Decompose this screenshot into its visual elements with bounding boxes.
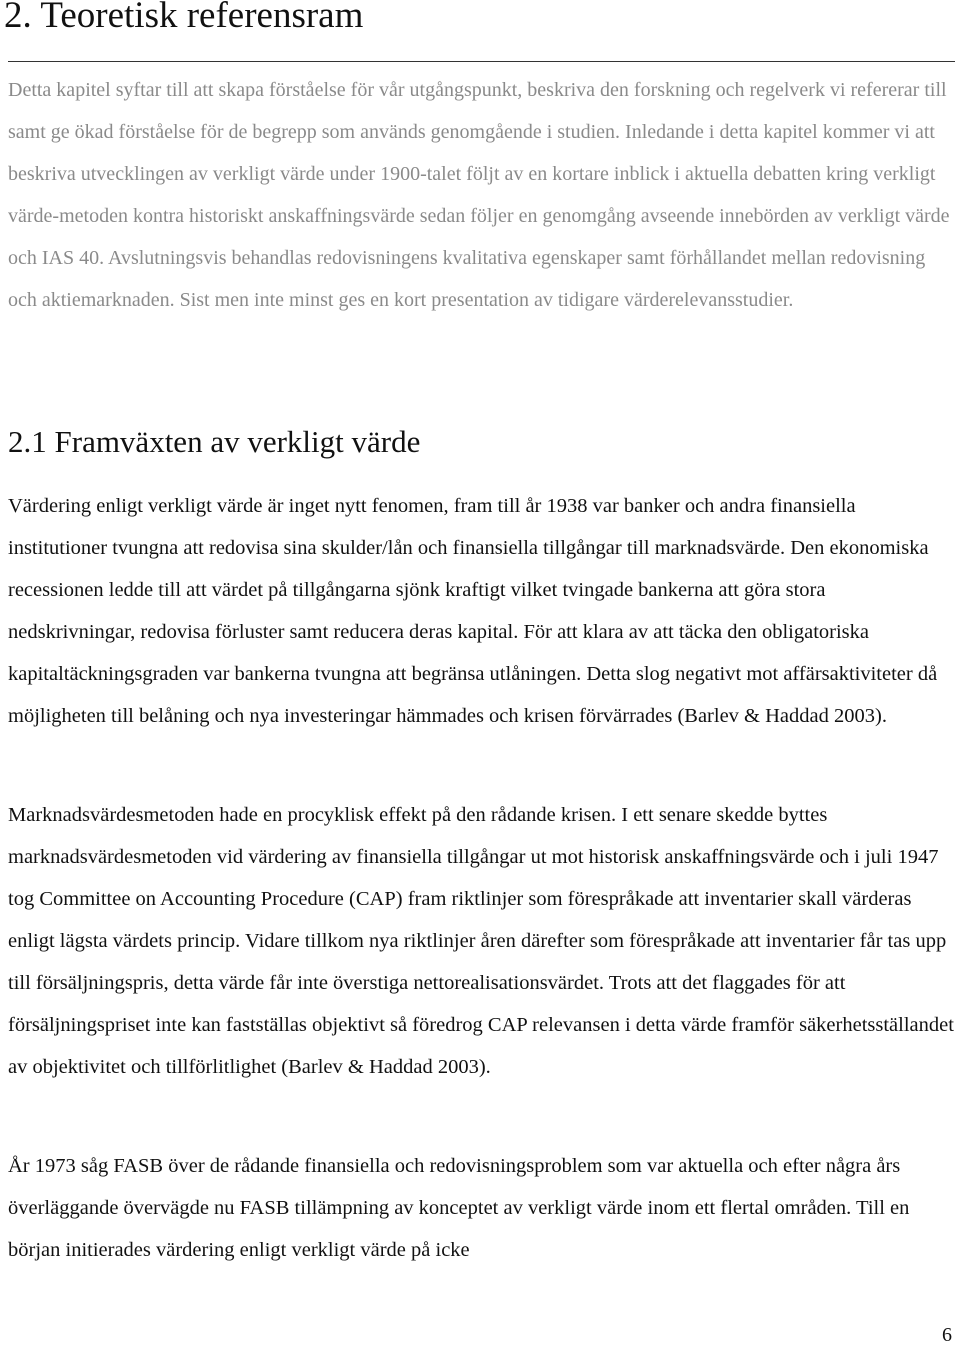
body-paragraph-3: År 1973 såg FASB över de rådande finansiella och redovisningsproblem som var aktuella och efter några års överläggande övervägde nu FASB tillämpning av konceptet av verkligt värde inom ett flertal områden. Till en början initierades värdering enligt verkligt värde på icke xyxy=(8,1155,910,1261)
chapter-title: 2. Teoretisk referensram xyxy=(4,0,364,36)
section-title: 2.1 Framväxten av verkligt värde xyxy=(8,424,421,459)
body-paragraph-1: Värdering enligt verkligt värde är inget nytt fenomen, fram till år 1938 var banker och andra finansiella institutioner tvungna att redovisa sina skulder/lån och finansiella tillgångar till marknadsvärde. Den ekonomiska recessionen ledde till att värdet på tillgångarna sjönk kraftigt vilket tvingade bankerna att göra stora nedskrivningar, redovisa förluster samt reducera deras kapital. För att klara av att täcka den obligatoriska kapitaltäckningsgraden var bankerna tvungna att begränsa utlåningen. Detta slog negativt mot affärsaktiviteter då möjligheten till belåning och nya investeringar hämmades och krisen förvärrades (Barlev & Haddad 2003). xyxy=(8,495,938,727)
chapter-intro-paragraph: Detta kapitel syftar till att skapa förståelse för vår utgångspunkt, beskriva den forskning och regelverk vi refererar till samt ge ökad förståelse för de begrepp som används genomgående i studien. Inledande i detta kapitel kommer vi att beskriva utvecklingen av verkligt värde under 1900-talet följt av en kortare inblick i aktuella debatten kring verkligt värde-metoden kontra historiskt anskaffningsvärde sedan följer en genomgång avseende innebörden av verkligt värde och IAS 40. Avslutningsvis behandlas redovisningens kvalitativa egenskaper samt förhållandet mellan redovisning och aktiemarknaden. Sist men inte minst ges en kort presentation av tidigare värderelevansstudier. xyxy=(8,79,950,311)
page-number: 6 xyxy=(942,1324,952,1346)
title-underline xyxy=(8,61,955,62)
body-paragraph-2: Marknadsvärdesmetoden hade en procyklisk effekt på den rådande krisen. I ett senare skedde byttes marknadsvärdesmetoden vid värdering av finansiella tillgångar ut mot historisk anskaffningsvärde och i juli 1947 tog Committee on Accounting Procedure (CAP) fram riktlinjer som förespråkade att inventarier skall värderas enligt lägsta värdets princip. Vidare tillkom nya riktlinjer åren därefter som förespråkade att inventarier får tas upp till försäljningspris, detta värde får inte överstiga nettorealisationsvärdet. Trots att det flaggades för att försäljningspriset inte kan fastställas objektivt så föredrog CAP relevansen i detta värde framför säkerhetsställandet av objektivitet och tillförlitlighet (Barlev & Haddad 2003). xyxy=(8,804,954,1078)
